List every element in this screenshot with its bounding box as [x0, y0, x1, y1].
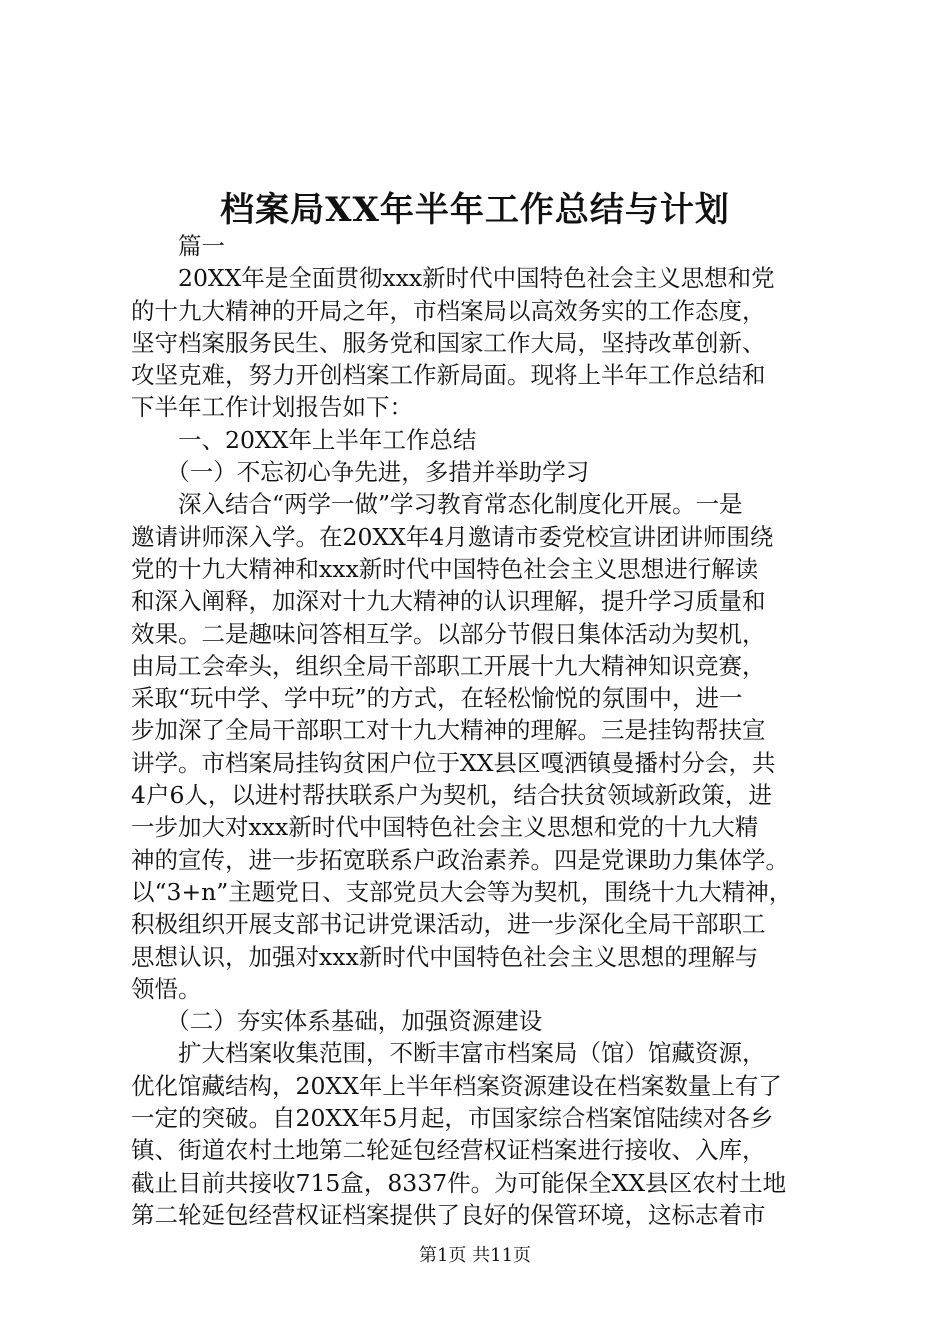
text-line: 一定的突破。自20XX年5月起，市国家综合档案馆陆续对各乡: [131, 1104, 774, 1133]
text-line: （一）不忘初心争先进，多措并举助学习: [131, 458, 590, 487]
text-line: 20XX年是全面贯彻xxx新时代中国特色社会主义思想和党: [131, 264, 775, 293]
text-line: 以“3+n”主题党日、支部党员大会等为契机，围绕十九大精神，: [131, 877, 793, 906]
document-title: 档案局XX年半年工作总结与计划: [220, 190, 730, 230]
text-line: 邀请讲师深入学。在20XX年4月邀请市委党校宣讲团讲师围绕: [131, 522, 774, 551]
text-line: 一、20XX年上半年工作总结: [131, 425, 477, 454]
text-line: 第二轮延包经营权证档案提供了良好的保管环境，这标志着市: [131, 1200, 766, 1229]
text-line: 深入结合“两学一做”学习教育常态化制度化开展。一是: [131, 490, 743, 519]
text-line: 攻坚克难，努力开创档案工作新局面。现将上半年工作总结和: [131, 361, 766, 390]
text-line: 一步加大对xxx新时代中国特色社会主义思想和党的十九大精: [131, 813, 759, 842]
document-body: [131, 230, 831, 1231]
text-line: 4户6人，以进村帮扶联系户为契机，结合扶贫领域新政策，进: [131, 781, 772, 810]
text-line: 优化馆藏结构，20XX年上半年档案资源建设在档案数量上有了: [131, 1071, 782, 1100]
text-line: 下半年工作计划报告如下：: [131, 393, 413, 422]
text-line: 和深入阐释，加深对十九大精神的认识理解，提升学习质量和: [131, 587, 766, 616]
text-line: 采取“玩中学、学中玩”的方式，在轻松愉悦的氛围中，进一: [131, 684, 743, 713]
text-line: （二）夯实体系基础，加强资源建设: [131, 1007, 543, 1036]
text-line: 步加深了全局干部职工对十九大精神的理解。三是挂钩帮扶宣: [131, 716, 766, 745]
text-line: 党的十九大精神和xxx新时代中国特色社会主义思想进行解读: [131, 554, 759, 583]
text-line: 截止目前共接收715盒，8337件。为可能保全XX县区农村土地: [131, 1168, 787, 1197]
text-line: 领悟。: [131, 974, 202, 1003]
text-line: 积极组织开展支部书记讲党课活动，进一步深化全局干部职工: [131, 910, 766, 939]
text-line: 思想认识，加强对xxx新时代中国特色社会主义思想的理解与: [131, 942, 759, 971]
text-line: 镇、街道农村土地第二轮延包经营权证档案进行接收、入库，: [131, 1136, 766, 1165]
text-line: 坚守档案服务民生、服务党和国家工作大局，坚持改革创新、: [131, 328, 766, 357]
text-line: 扩大档案收集范围，不断丰富市档案局（馆）馆藏资源，: [131, 1039, 766, 1068]
text-line: 篇一: [131, 232, 225, 260]
text-line: 效果。二是趣味问答相互学。以部分节假日集体活动为契机，: [131, 619, 766, 648]
text-line: 神的宣传，进一步拓宽联系户政治素养。四是党课助力集体学。: [131, 845, 789, 874]
text-line: 讲学。市档案局挂钩贫困户位于XX县区嘎洒镇曼播村分会，共: [131, 748, 776, 777]
text-line: 由局工会牵头，组织全局干部职工开展十九大精神知识竞赛，: [131, 651, 766, 680]
text-line: 的十九大精神的开局之年，市档案局以高效务实的工作态度，: [131, 296, 766, 325]
page-footer: 第1页 共11页: [418, 1245, 532, 1266]
